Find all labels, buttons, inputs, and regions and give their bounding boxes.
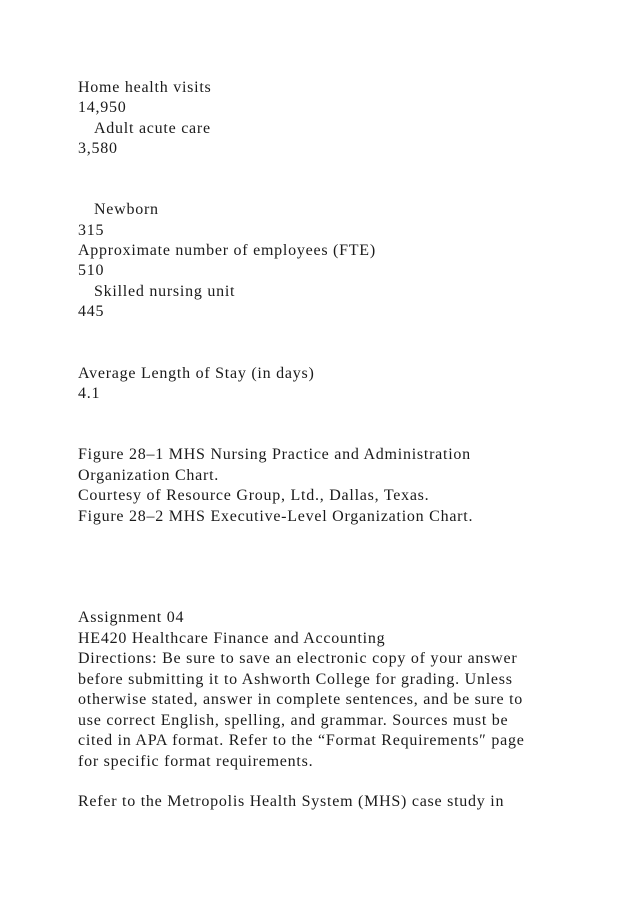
directions-line: use correct English, spelling, and grammar. Sources must be — [78, 712, 509, 729]
employees-fte-value: 510 — [78, 262, 105, 279]
adult-acute-care-label: Adult acute care — [94, 120, 211, 137]
directions-line: for specific format requirements. — [78, 753, 314, 770]
assignment-title: Assignment 04 — [78, 609, 185, 626]
case-study-reference-line: Refer to the Metropolis Health System (MHS) case study in — [78, 793, 505, 810]
adult-acute-care-value: 3,580 — [78, 140, 118, 157]
home-health-visits-value: 14,950 — [78, 99, 127, 116]
directions-line: otherwise stated, answer in complete sentences, and be sure to — [78, 691, 524, 708]
directions-line: cited in APA format. Refer to the “Format Requirements″ page — [78, 732, 525, 749]
directions-line: Directions: Be sure to save an electronic copy of your answer — [78, 650, 518, 667]
course-title: HE420 Healthcare Finance and Accounting — [78, 630, 386, 647]
skilled-nursing-unit-value: 445 — [78, 303, 105, 320]
figure-28-2-caption: Figure 28–2 MHS Executive-Level Organization Chart. — [78, 508, 474, 525]
figure-28-1-caption-line-2: Organization Chart. — [78, 467, 220, 484]
skilled-nursing-unit-label: Skilled nursing unit — [94, 283, 236, 300]
figure-28-1-caption-line-1: Figure 28–1 MHS Nursing Practice and Administration — [78, 446, 471, 463]
home-health-visits-label: Home health visits — [78, 79, 212, 96]
directions-line: before submitting it to Ashworth College for grading. Unless — [78, 671, 513, 688]
newborn-value: 315 — [78, 222, 105, 239]
average-length-of-stay-label: Average Length of Stay (in days) — [78, 365, 315, 382]
average-length-of-stay-value: 4.1 — [78, 385, 101, 402]
employees-fte-label: Approximate number of employees (FTE) — [78, 242, 376, 259]
newborn-label: Newborn — [94, 201, 159, 218]
courtesy-credit: Courtesy of Resource Group, Ltd., Dallas, Texas. — [78, 487, 430, 504]
